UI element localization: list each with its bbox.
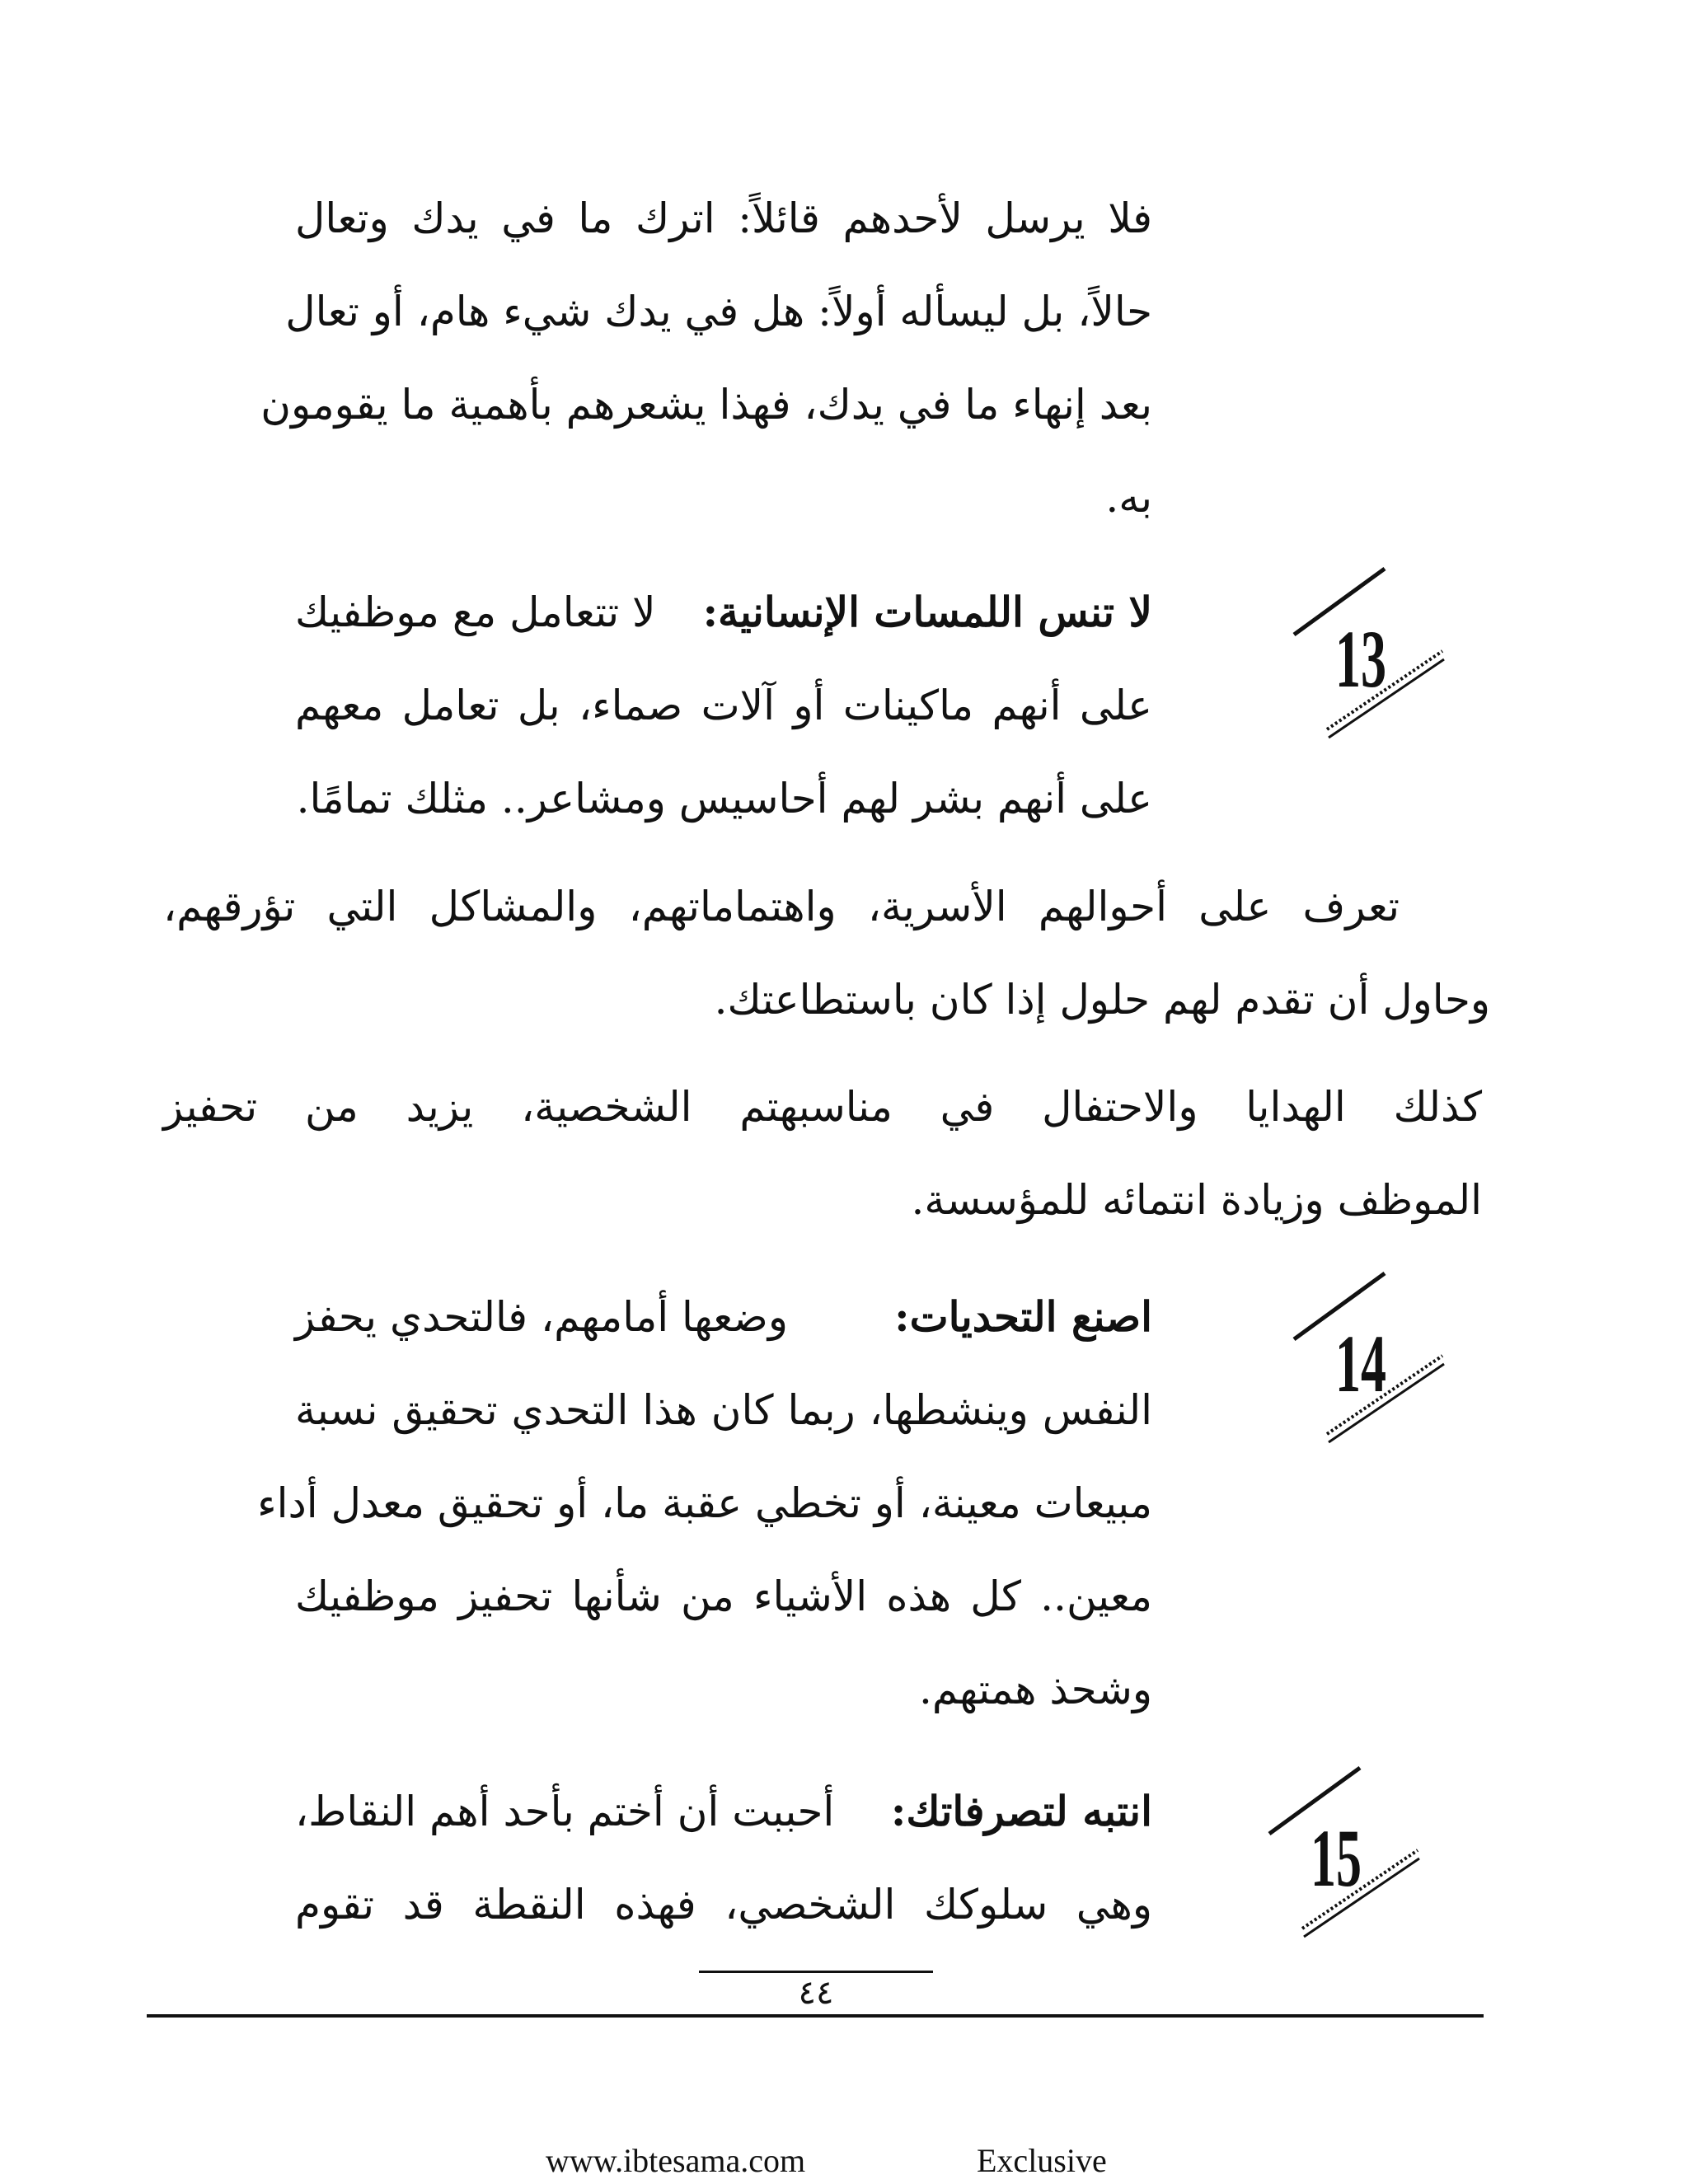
para1-line-1: فلا يرسل لأحدهم قائلاً: اترك ما في يدك وتعال <box>295 194 1152 242</box>
tip13-text-1: لا تتعامل مع موظفيك <box>295 588 656 636</box>
footer-site: www.ibtesama.com <box>546 2142 806 2179</box>
tip15-text-1: أحببت أن أختم بأحد أهم النقاط، <box>295 1788 835 1835</box>
tip14-line-4: معين.. كل هذه الأشياء من شأنها تحفيز موظفيك <box>295 1572 1152 1620</box>
para2-line-1: تعرف على أحوالهم الأسرية، واهتماماتهم، والمشاكل التي تؤرقهم، <box>163 883 1400 930</box>
page-bottom-rule <box>147 2014 1484 2018</box>
tip-number: 14 <box>1335 1318 1386 1409</box>
tip14-line-1 <box>295 1292 1152 1341</box>
number-badge-14 <box>1278 1265 1426 1463</box>
tip14-heading: اصنع التحديات: <box>894 1292 1152 1341</box>
tip15-line-1 <box>295 1787 1152 1835</box>
tip13-heading: لا تنس اللمسات الإنسانية: <box>702 588 1152 636</box>
para3-line-2: الموظف وزيادة انتمائه للمؤسسة. <box>911 1176 1482 1224</box>
tip14-line-5: وشحذ همتهم. <box>918 1666 1152 1713</box>
tip-number: 15 <box>1311 1812 1362 1904</box>
para1-line-4: به. <box>1105 474 1152 522</box>
para1-line-3: بعد إنهاء ما في يدك، فهذا يشعرهم بأهمية ما يقومون <box>260 381 1152 429</box>
tip15-line-2: وهي سلوكك الشخصي، فهذه النقطة قد تقوم <box>295 1881 1152 1929</box>
tip14-text-1: وضعها أمامهم، فالتحدي يحفز <box>295 1293 789 1341</box>
tip15-heading: انتبه لتصرفاتك: <box>890 1787 1152 1835</box>
footer-tag: Exclusive <box>977 2142 1107 2179</box>
page-number-rule <box>699 1971 933 1973</box>
tip-number: 13 <box>1335 613 1386 705</box>
page-number: ٤٤ <box>798 1974 834 2012</box>
tip14-line-3: مبيعات معينة، أو تخطي عقبة ما، أو تحقيق معدل أداء <box>257 1479 1152 1527</box>
para2-line-2: وحاول أن تقدم لهم حلول إذا كان باستطاعتك. <box>714 976 1490 1024</box>
tip13-line-2: على أنهم ماكينات أو آلات صماء، بل تعامل معهم <box>295 682 1152 729</box>
para3-line-1: كذلك الهدايا والاحتفال في مناسبهتم الشخصية، يزيد من تحفيز <box>163 1083 1482 1131</box>
tip14-line-2: النفس وينشطها، ربما كان هذا التحدي تحقيق نسبة <box>295 1386 1152 1434</box>
number-badge-13 <box>1278 560 1426 758</box>
tip13-line-3: على أنهم بشر لهم أحاسيس ومشاعر.. مثلك تمامًا. <box>296 775 1152 823</box>
number-badge-15 <box>1253 1760 1401 1957</box>
tip13-line-1 <box>295 588 1152 636</box>
para1-line-2: حالاً، بل ليسأله أولاً: هل في يدك شيء هام، أو تعال <box>285 288 1152 335</box>
